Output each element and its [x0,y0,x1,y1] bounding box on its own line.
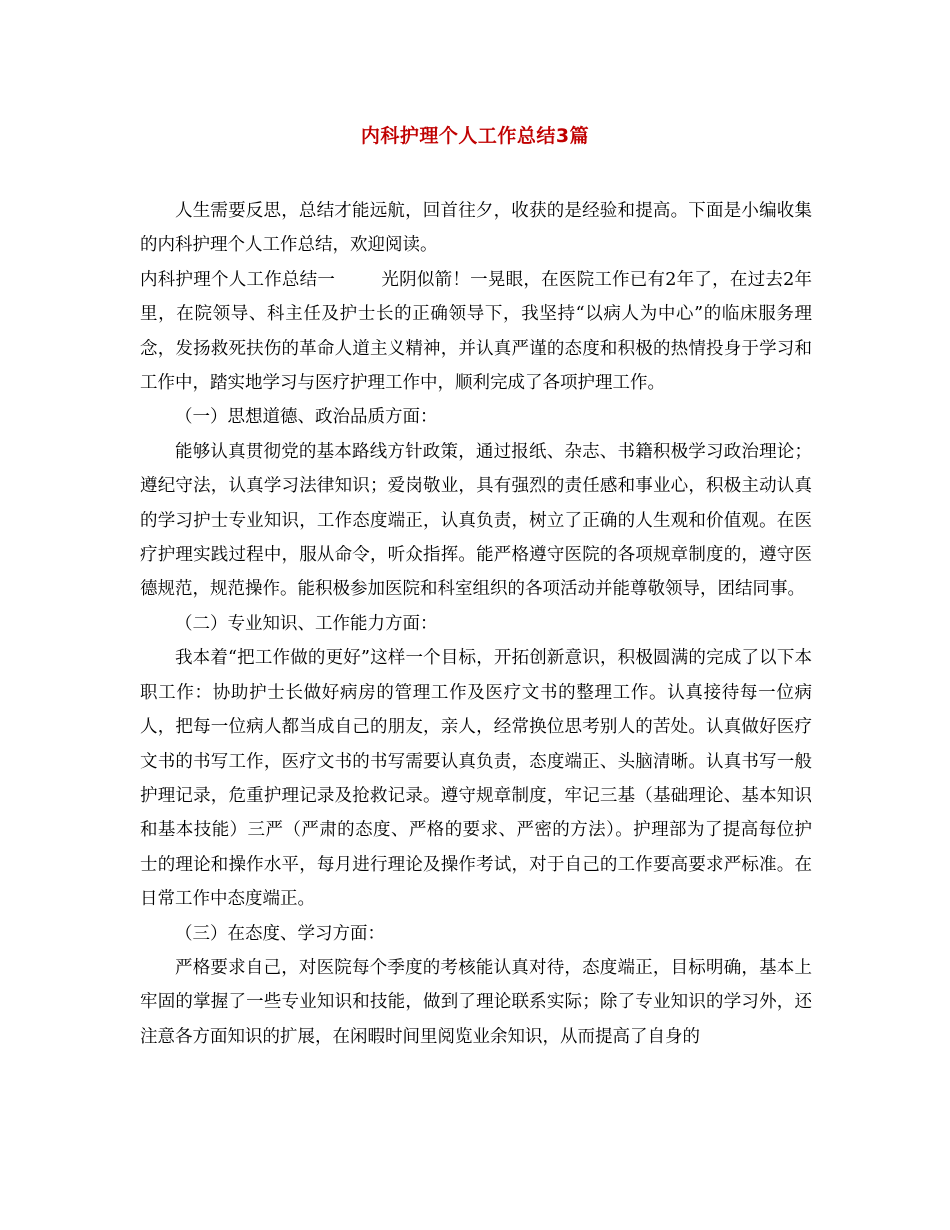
section1-paragraph [140,263,812,401]
subsection3-paragraph: 严格要求自己，对医院每个季度的考核能认真对待，态度端正，目标明确，基本上牢固的掌握了一些专业知识和技能，做到了理论联系实际；除了专业知识的学习外，还注意各方面知识的扩展，在闲暇时间里阅览业余知识，从而提高了自身的 [140,957,812,1047]
document-body [140,194,812,1054]
document-title: 内科护理个人工作总结3篇 [360,125,590,147]
subsection2-heading: （二）专业知识、工作能力方面： [175,613,438,634]
subsection1-paragraph: 能够认真贯彻党的基本路线方针政策，通过报纸、杂志、书籍积极学习政治理论；遵纪守法，认真学习法律知识；爱岗敬业，具有强烈的责任感和事业心，积极主动认真的学习护士专业知识，工作态度端正，认真负责，树立了正确的人生观和价值观。在医疗护理实践过程中，服从命令，听众指挥。能严格遵守医院的各项规章制度的，遵守医德规范，规范操作。能积极参加医院和科室组织的各项活动并能尊敬领导，团结同事。 [140,441,812,600]
intro-paragraph: 人生需要反思，总结才能远航，回首往夕，收获的是经验和提高。下面是小编收集的内科护理个人工作总结，欢迎阅读。 [140,201,812,256]
subsection3-heading: （三）在态度、学习方面： [175,923,385,944]
subsection2-paragraph: 我本着“把工作做的更好”这样一个目标，开拓创新意识，积极圆满的完成了以下本职工作：协助护士长做好病房的管理工作及医疗文书的整理工作。认真接待每一位病人，把每一位病人都当成自己的朋友，亲人，经常换位思考别人的苦处。认真做好医疗文书的书写工作，医疗文书的书写需要认真负责，态度端正、头脑清晰。认真书写一般护理记录，危重护理记录及抢救记录。遵守规章制度，牢记三基（基础理论、基本知识和基本技能）三严（严肃的态度、严格的要求、严密的方法）。护理部为了提高每位护士的理论和操作水平，每月进行理论及操作考试，对于自己的工作要高要求严标准。在日常工作中态度端正。 [140,648,812,910]
section1-text: 光阴似箭！一晃眼，在医院工作已有2年了，在过去2年里，在院领导、科主任及护士长的正确领导下，我坚持“以病人为中心”的临床服务理念，发扬救死扶伤的革命人道主义精神，并认真严谨的态度和积极的热情投身于学习和工作中，踏实地学习与医疗护理工作中，顺利完成了各项护理工作。 [140,269,812,394]
subsection1-heading: （一）思想道德、政治品质方面： [175,407,438,428]
section1-heading: 内科护理个人工作总结一 [140,269,336,290]
